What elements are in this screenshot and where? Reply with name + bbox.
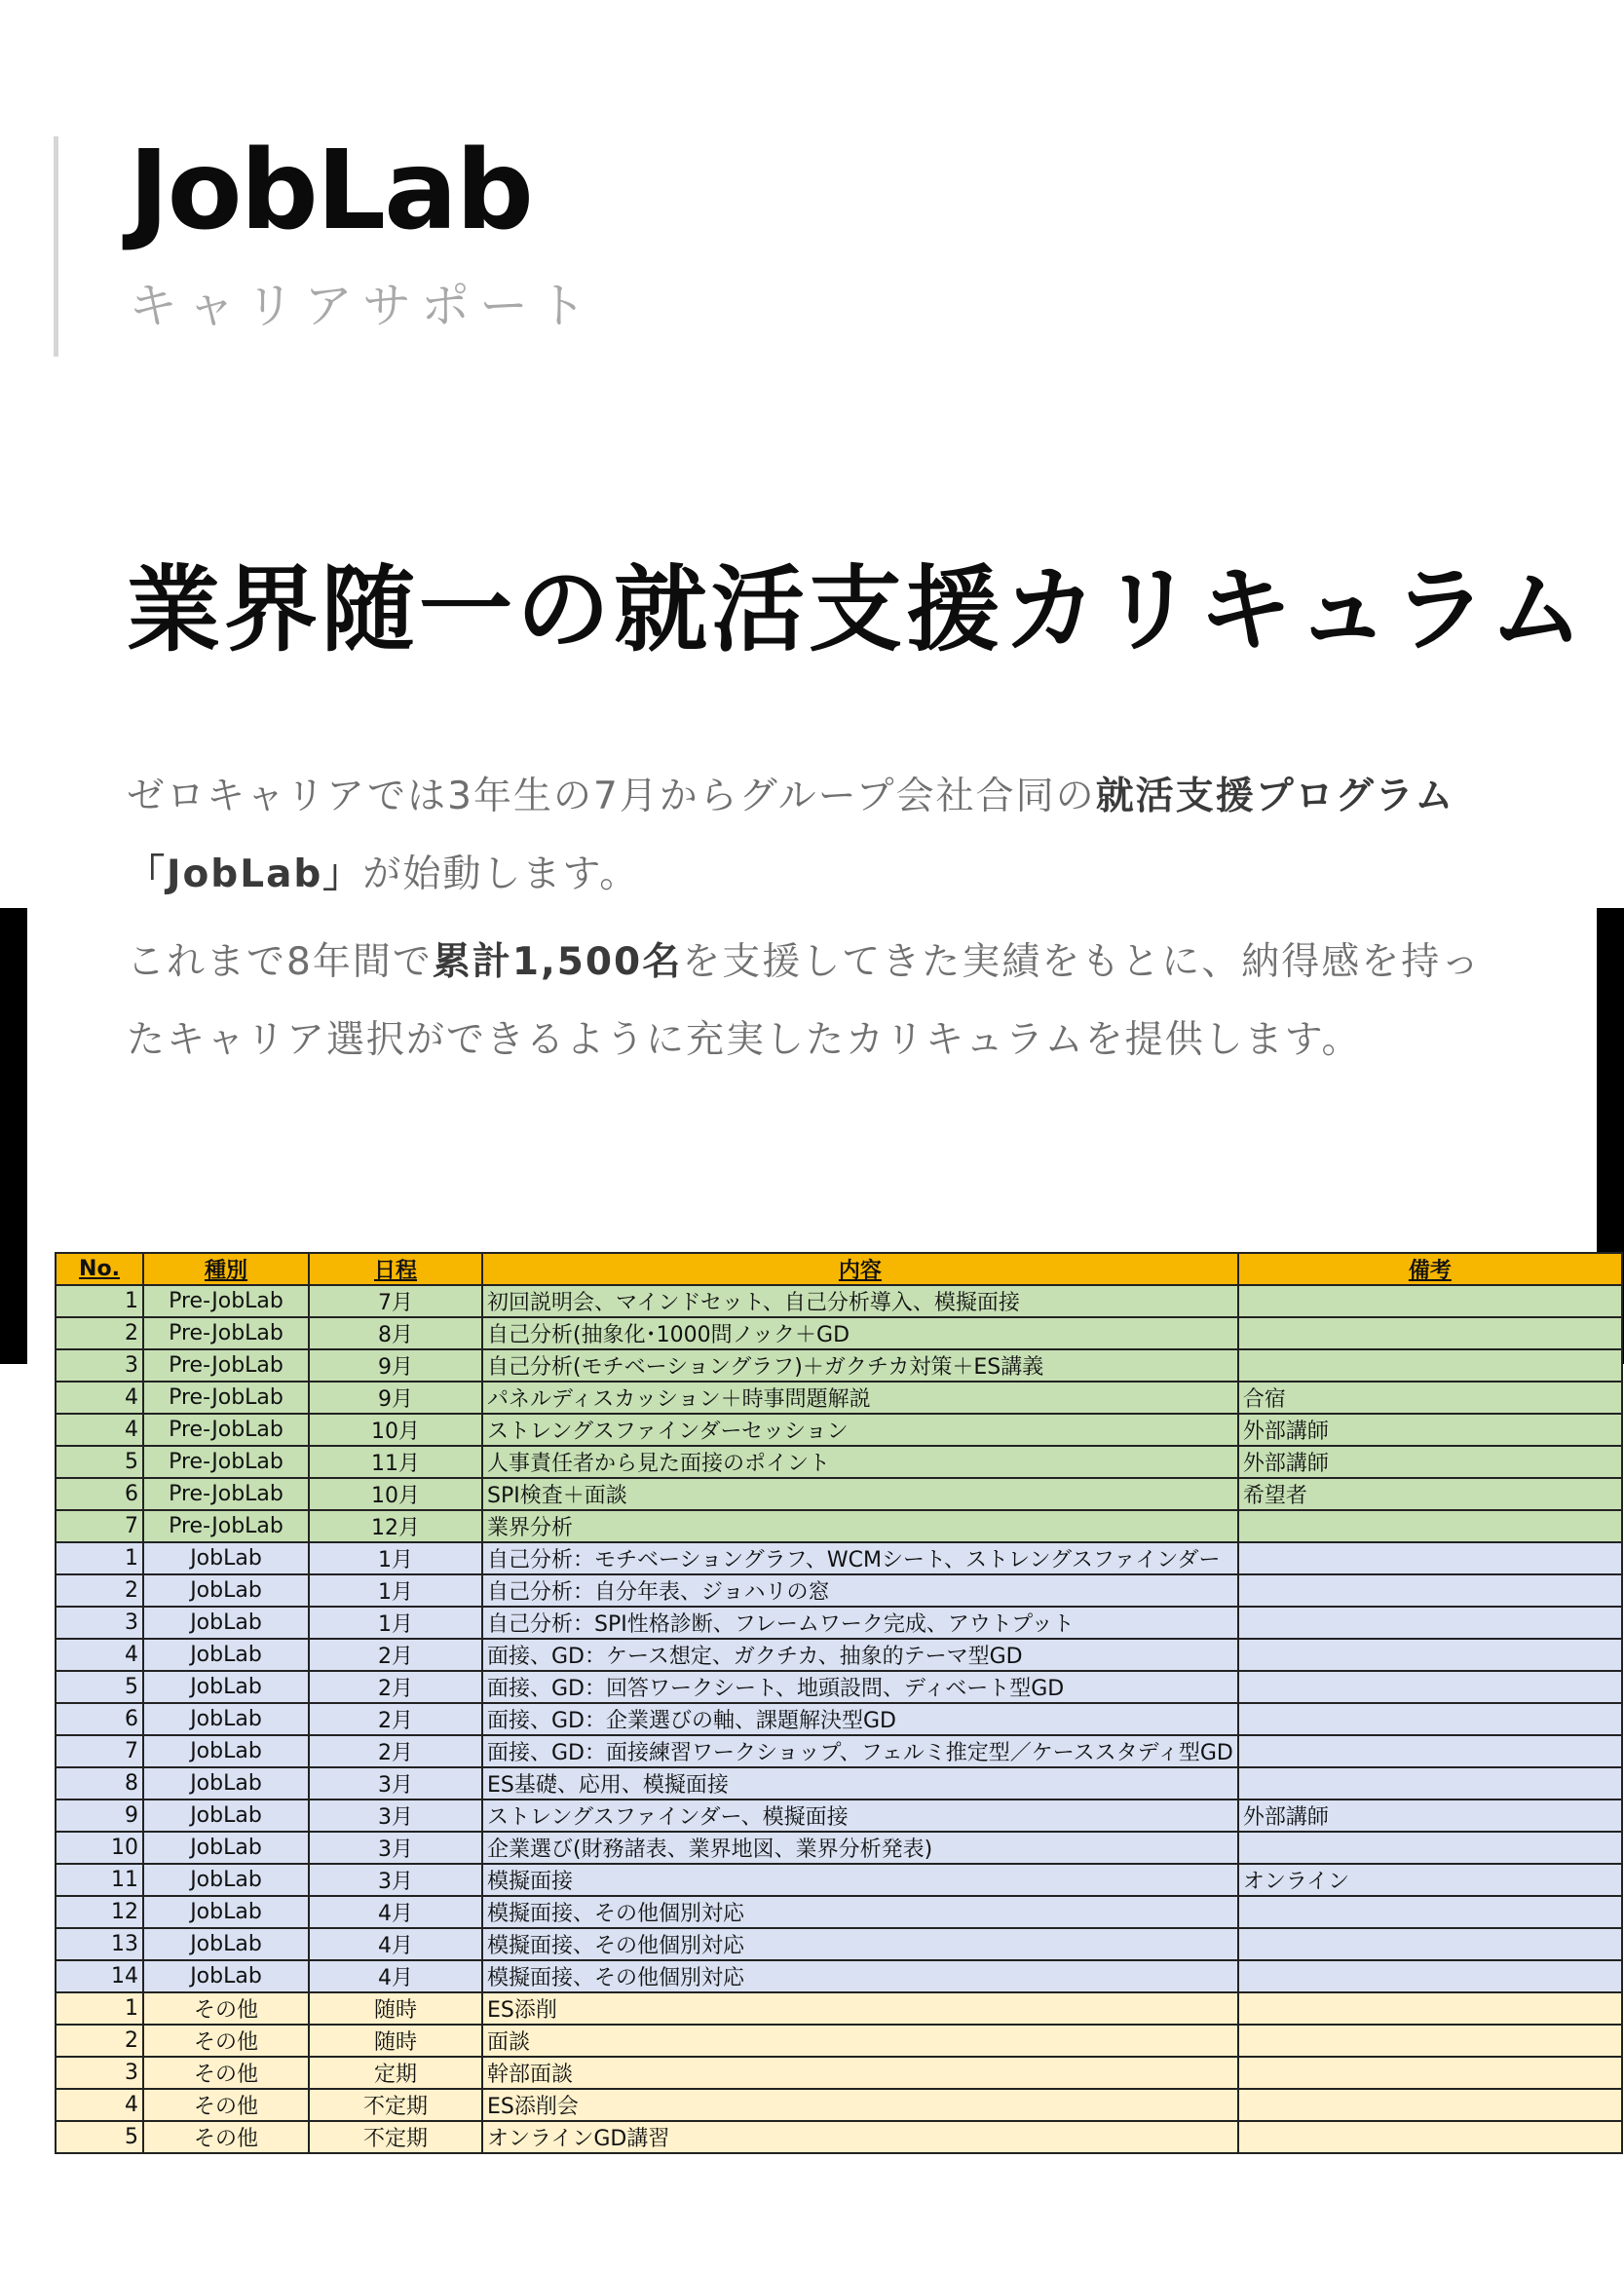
cell-content: 初回説明会、マインドセット、自己分析導入、模擬面接 [482,1285,1238,1317]
cell-note [1238,1317,1622,1349]
cell-date: 10月 [309,1414,482,1446]
table-row [56,1349,1622,1382]
intro-paragraph-1 [127,758,1520,914]
cell-date: 1月 [309,1542,482,1574]
cell-no: 14 [56,1960,143,1992]
cell-note [1238,1735,1622,1767]
cell-note [1238,1703,1622,1735]
cell-no: 5 [56,1446,143,1478]
cell-date: 4月 [309,1960,482,1992]
cell-date: 不定期 [309,2121,482,2153]
table-row [56,1896,1622,1928]
cell-note: オンライン [1238,1864,1622,1896]
cell-content: 自己分析：モチベーショングラフ、WCMシート、ストレングスファインダー [482,1542,1238,1574]
brand-logo-block [54,128,596,357]
cell-no: 7 [56,1735,143,1767]
table-row [56,2025,1622,2057]
cell-note: 希望者 [1238,1478,1622,1510]
cell-type: JobLab [143,1864,309,1896]
cell-content: オンラインGD講習 [482,2121,1238,2153]
cell-type: JobLab [143,1799,309,1832]
curriculum-table [55,1252,1623,2154]
cell-type: Pre-JobLab [143,1478,309,1510]
cell-type: Pre-JobLab [143,1510,309,1542]
cell-no: 3 [56,2057,143,2089]
cell-type: Pre-JobLab [143,1414,309,1446]
table-header-row [56,1253,1622,1285]
cell-note [1238,1510,1622,1542]
cell-content: ストレングスファインダー、模擬面接 [482,1799,1238,1832]
cell-date: 9月 [309,1349,482,1382]
cell-note: 外部講師 [1238,1414,1622,1446]
cell-date: 3月 [309,1832,482,1864]
cell-content: 幹部面談 [482,2057,1238,2089]
cell-type: JobLab [143,1671,309,1703]
cell-no: 4 [56,1382,143,1414]
cell-no: 1 [56,1992,143,2025]
table-row [56,1317,1622,1349]
table-row [56,1864,1622,1896]
cell-date: 4月 [309,1896,482,1928]
cell-note [1238,1671,1622,1703]
cell-note [1238,1896,1622,1928]
cell-content: ES添削会 [482,2089,1238,2121]
table-row [56,1414,1622,1446]
cell-content: 面接、GD：回答ワークシート、地頭設問、ディベート型GD [482,1671,1238,1703]
intro-p1-emphasis: 就活支援プログラム「JobLab」 [127,775,1455,896]
cell-type: その他 [143,1992,309,2025]
cell-content: 面接、GD：ケース想定、ガクチカ、抽象的テーマ型GD [482,1639,1238,1671]
cell-type: Pre-JobLab [143,1285,309,1317]
cell-date: 11月 [309,1446,482,1478]
cell-no: 4 [56,1639,143,1671]
cell-date: 随時 [309,2025,482,2057]
cell-type: JobLab [143,1960,309,1992]
cell-note [1238,1607,1622,1639]
curriculum-table-wrap [55,1252,1623,2154]
table-row [56,1639,1622,1671]
cell-note [1238,1992,1622,2025]
cell-content: 自己分析：SPI性格診断、フレームワーク完成、アウトプット [482,1607,1238,1639]
cell-no: 7 [56,1510,143,1542]
cell-note [1238,1960,1622,1992]
cell-no: 1 [56,1285,143,1317]
table-row [56,1542,1622,1574]
cell-type: JobLab [143,1767,309,1799]
brand-subtitle: キャリアサポート [129,278,596,334]
cell-date: 不定期 [309,2089,482,2121]
table-row [56,1607,1622,1639]
intro-p1-text-a: ゼロキャリアでは3年生の7月からグループ会社合同の [127,775,1096,818]
cell-note [1238,1574,1622,1607]
cell-date: 10月 [309,1478,482,1510]
table-row [56,2089,1622,2121]
table-row [56,1446,1622,1478]
cell-no: 8 [56,1767,143,1799]
cell-type: JobLab [143,1639,309,1671]
cell-date: 3月 [309,1767,482,1799]
cell-content: 模擬面接 [482,1864,1238,1896]
table-row [56,1960,1622,1992]
intro-p2-text-c: を支援してきた実績をもとに、納得感を持ったキャリア選択ができるように充実したカリキュラムを提供します。 [127,940,1482,1062]
cell-note: 外部講師 [1238,1446,1622,1478]
cell-date: 3月 [309,1799,482,1832]
cell-note [1238,1832,1622,1864]
cell-no: 9 [56,1799,143,1832]
intro-p1-text-c: が始動します。 [362,852,640,896]
cell-type: JobLab [143,1896,309,1928]
cell-content: 模擬面接、その他個別対応 [482,1896,1238,1928]
cell-date: 2月 [309,1735,482,1767]
cell-date: 2月 [309,1703,482,1735]
cell-content: ES添削 [482,1992,1238,2025]
cell-content: 自己分析：自分年表、ジョハリの窓 [482,1574,1238,1607]
table-row [56,1799,1622,1832]
cell-date: 7月 [309,1285,482,1317]
cell-note [1238,2121,1622,2153]
cell-type: その他 [143,2121,309,2153]
cell-no: 13 [56,1928,143,1960]
cell-note [1238,1285,1622,1317]
table-row [56,1992,1622,2025]
cell-type: Pre-JobLab [143,1446,309,1478]
cell-date: 2月 [309,1639,482,1671]
cell-no: 10 [56,1832,143,1864]
cell-content: 企業選び(財務諸表、業界地図、業界分析発表) [482,1832,1238,1864]
cell-no: 1 [56,1542,143,1574]
cell-type: JobLab [143,1735,309,1767]
intro-text [127,758,1520,1089]
header-type: 種別 [143,1253,309,1285]
table-row [56,1671,1622,1703]
cell-note [1238,2025,1622,2057]
cell-date: 随時 [309,1992,482,2025]
cell-type: Pre-JobLab [143,1317,309,1349]
intro-p2-emphasis: 累計1,500名 [432,940,683,984]
cell-type: JobLab [143,1832,309,1864]
cell-content: 模擬面接、その他個別対応 [482,1960,1238,1992]
table-row [56,1832,1622,1864]
left-edge-bar [0,908,27,1364]
cell-date: 4月 [309,1928,482,1960]
cell-no: 4 [56,1414,143,1446]
table-row [56,1735,1622,1767]
cell-content: ES基礎、応用、模擬面接 [482,1767,1238,1799]
table-row [56,2121,1622,2153]
cell-content: パネルディスカッション＋時事問題解説 [482,1382,1238,1414]
cell-no: 12 [56,1896,143,1928]
cell-type: JobLab [143,1607,309,1639]
cell-date: 2月 [309,1671,482,1703]
intro-p2-text-a: これまで8年間で [127,940,433,984]
cell-no: 2 [56,1574,143,1607]
cell-date: 12月 [309,1510,482,1542]
cell-date: 3月 [309,1864,482,1896]
cell-note [1238,2057,1622,2089]
table-row [56,1703,1622,1735]
cell-no: 6 [56,1703,143,1735]
cell-content: SPI検査＋面談 [482,1478,1238,1510]
cell-type: その他 [143,2089,309,2121]
cell-content: 面談 [482,2025,1238,2057]
cell-note [1238,1639,1622,1671]
cell-note: 外部講師 [1238,1799,1622,1832]
cell-type: JobLab [143,1928,309,1960]
cell-note [1238,1542,1622,1574]
cell-type: その他 [143,2057,309,2089]
cell-note [1238,1928,1622,1960]
cell-type: JobLab [143,1542,309,1574]
cell-content: 面接、GD：企業選びの軸、課題解決型GD [482,1703,1238,1735]
cell-content: ストレングスファインダーセッション [482,1414,1238,1446]
table-row [56,1510,1622,1542]
cell-content: 模擬面接、その他個別対応 [482,1928,1238,1960]
cell-content: 面接、GD：面接練習ワークショップ、フェルミ推定型／ケーススタディ型GD [482,1735,1238,1767]
cell-type: その他 [143,2025,309,2057]
cell-no: 3 [56,1607,143,1639]
intro-paragraph-2 [127,924,1520,1080]
header-content: 内容 [482,1253,1238,1285]
cell-type: JobLab [143,1574,309,1607]
brand-title: JobLab [129,128,532,254]
cell-no: 6 [56,1478,143,1510]
table-row [56,1478,1622,1510]
cell-note [1238,1349,1622,1382]
cell-content: 自己分析(モチベーショングラフ)＋ガクチカ対策＋ES講義 [482,1349,1238,1382]
cell-note [1238,1767,1622,1799]
cell-content: 自己分析(抽象化･1000問ノック＋GD [482,1317,1238,1349]
table-row [56,1767,1622,1799]
cell-date: 9月 [309,1382,482,1414]
cell-note [1238,2089,1622,2121]
table-row [56,1285,1622,1317]
cell-content: 業界分析 [482,1510,1238,1542]
header-no: No. [56,1253,143,1285]
cell-type: Pre-JobLab [143,1382,309,1414]
cell-no: 5 [56,2121,143,2153]
cell-date: 1月 [309,1574,482,1607]
cell-date: 8月 [309,1317,482,1349]
table-row [56,1382,1622,1414]
table-row [56,1574,1622,1607]
cell-no: 5 [56,1671,143,1703]
cell-note: 合宿 [1238,1382,1622,1414]
page-headline: 業界随一の就活支援カリキュラム [127,555,1588,664]
cell-date: 定期 [309,2057,482,2089]
cell-no: 2 [56,1317,143,1349]
table-row [56,2057,1622,2089]
header-date: 日程 [309,1253,482,1285]
cell-type: JobLab [143,1703,309,1735]
cell-date: 1月 [309,1607,482,1639]
cell-no: 4 [56,2089,143,2121]
table-row [56,1928,1622,1960]
cell-content: 人事責任者から見た面接のポイント [482,1446,1238,1478]
cell-no: 11 [56,1864,143,1896]
cell-type: Pre-JobLab [143,1349,309,1382]
table-body [56,1285,1622,2153]
header-note: 備考 [1238,1253,1622,1285]
cell-no: 2 [56,2025,143,2057]
cell-no: 3 [56,1349,143,1382]
